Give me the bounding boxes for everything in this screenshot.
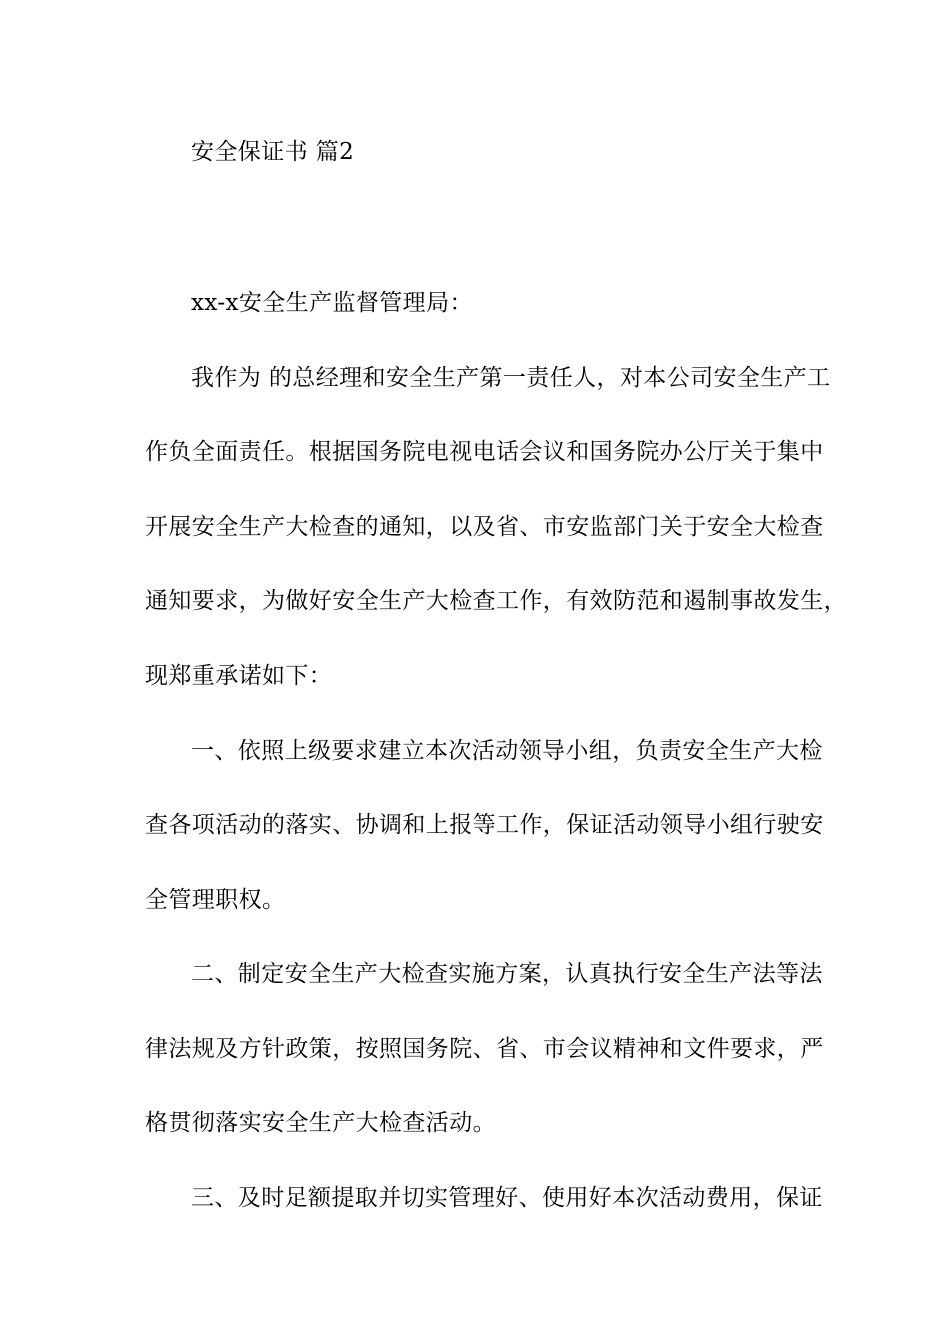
text-line: 我作为 的总经理和安全生产第一责任人，对本公司安全生产工 (191, 365, 831, 391)
text-line: 三、及时足额提取并切实管理好、使用好本次活动费用，保证 (191, 1185, 823, 1211)
text-line: 作负全面责任。根据国务院电视电话会议和国务院办公厅关于集中 (145, 439, 824, 465)
text-line: 查各项活动的落实、协调和上报等工作，保证活动领导小组行驶安 (145, 812, 824, 838)
document-title: 安全保证书 篇2 (191, 139, 355, 165)
text-line: 格贯彻落实安全生产大检查活动。 (145, 1110, 496, 1136)
text-line: 开展安全生产大检查的通知，以及省、市安监部门关于安全大检查 (145, 514, 824, 540)
text-line: 二、制定安全生产大检查实施方案，认真执行安全生产法等法 (191, 961, 823, 987)
salutation: xx-x安全生产监督管理局： (191, 290, 473, 316)
text-line: 一、依照上级要求建立本次活动领导小组，负责安全生产大检 (191, 738, 823, 764)
text-line: 现郑重承诺如下： (145, 663, 333, 689)
text-line: 律法规及方针政策，按照国务院、省、市会议精神和文件要求，严 (145, 1036, 824, 1062)
text-line: 全管理职权。 (145, 887, 286, 913)
text-line: 通知要求，为做好安全生产大检查工作，有效防范和遏制事故发生， (145, 588, 847, 614)
